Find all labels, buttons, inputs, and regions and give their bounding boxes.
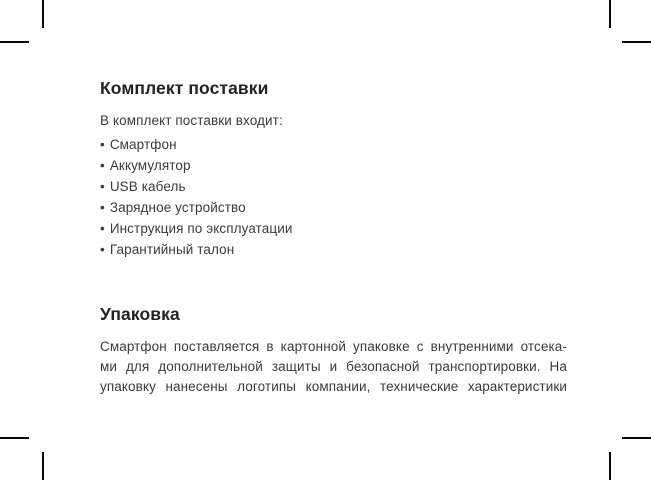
list-item <box>100 218 567 239</box>
crop-mark-top-left-horizontal <box>0 41 29 43</box>
bullet-icon: • <box>100 157 105 173</box>
crop-mark-bottom-left-horizontal <box>0 437 29 439</box>
page-content <box>100 79 567 397</box>
crop-mark-top-right-vertical <box>609 0 611 28</box>
list-item <box>100 176 567 197</box>
list-item-label: Смартфон <box>109 136 177 152</box>
bullet-icon: • <box>100 136 105 152</box>
bullet-icon: • <box>100 199 105 215</box>
intro-text: В комплект поставки входит: <box>100 113 283 128</box>
paragraph-line: упаковку нанесены логотипы компании, технические характеристики <box>100 378 567 394</box>
list-item-label: Инструкция по эксплуатации <box>109 220 293 236</box>
crop-mark-top-right-horizontal <box>622 41 651 43</box>
list-item-label: Гарантийный талон <box>109 241 235 257</box>
bullet-icon: • <box>100 178 105 194</box>
list-item-label: USB кабель <box>109 178 186 194</box>
list-item-label: Аккумулятор <box>109 157 191 173</box>
paragraph-line: Смартфон поставляется в картонной упаковке с внутренними отсека- <box>100 338 567 354</box>
section-heading-delivery: Комплект поставки <box>100 78 269 98</box>
list-item <box>100 155 567 176</box>
paragraph-line: ми для дополнительной защиты и безопасной транспортировки. На <box>100 358 567 374</box>
list-item <box>100 239 567 260</box>
bullet-icon: • <box>100 220 105 236</box>
crop-mark-top-left-vertical <box>42 0 44 28</box>
list-item-label: Зарядное устройство <box>109 199 246 215</box>
section-heading-packaging: Упаковка <box>100 303 180 324</box>
crop-mark-bottom-right-horizontal <box>622 437 651 439</box>
list-item <box>100 197 567 218</box>
crop-mark-bottom-left-vertical <box>42 452 44 480</box>
bullet-list <box>100 134 567 260</box>
list-item <box>100 134 567 155</box>
paragraph <box>100 337 567 397</box>
bullet-icon: • <box>100 241 105 257</box>
crop-mark-bottom-right-vertical <box>609 452 611 480</box>
